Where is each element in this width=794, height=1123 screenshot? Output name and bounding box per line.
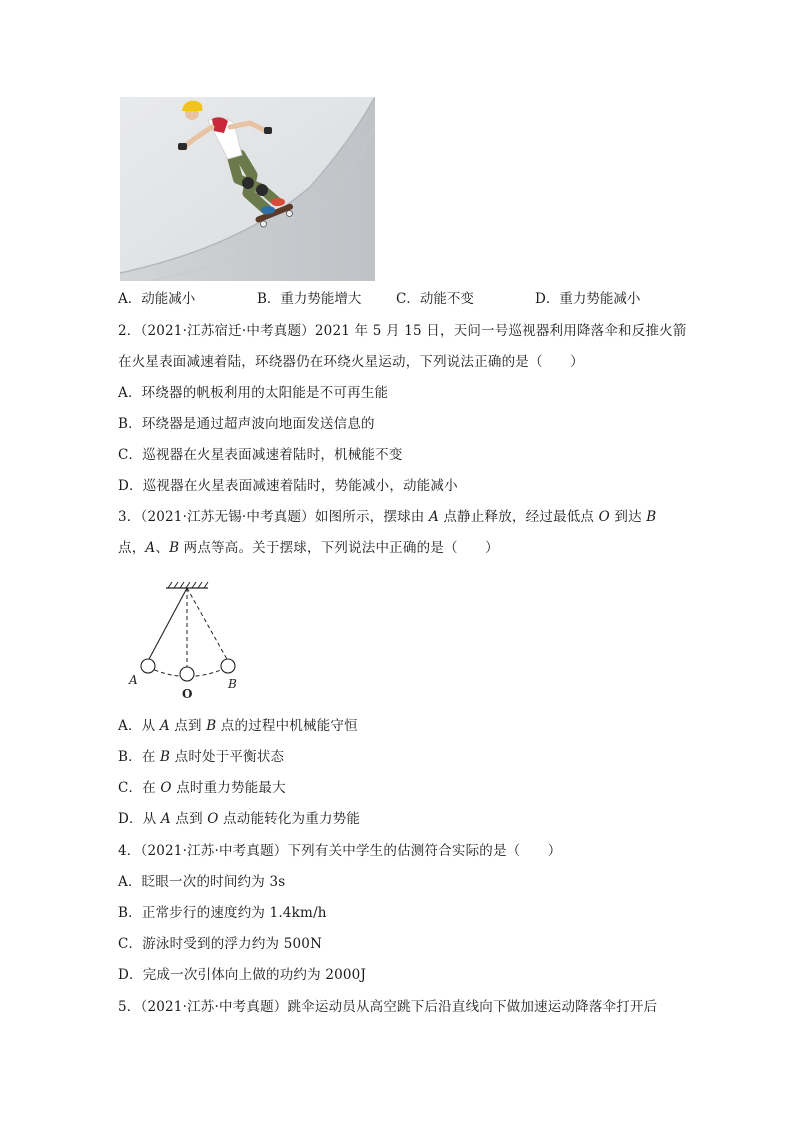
q3-option-c[interactable] [118,778,286,798]
option-text: 重力势能减小 [559,291,641,307]
text-run: 点时重力势能最大 [171,780,286,796]
option-text: 动能不变 [419,291,474,307]
label-o: O [182,687,193,701]
q3-stem-line-2 [118,538,499,558]
q2-option-b[interactable]: B．环绕器是通过超声波向地面发送信息的 [118,416,375,432]
option-text: 动能减小 [141,291,196,307]
var: B [206,718,217,734]
text-run: 3．（2021·江苏无锡·中考真题）如图所示，摆球由 [118,509,429,525]
q2-option-c[interactable]: C．巡视器在火星表面减速着陆时，机械能不变 [118,447,403,463]
option-letter: C． [396,291,420,307]
var-b: B [169,540,180,556]
var-o: O [598,509,610,525]
option-letter: D． [535,291,560,307]
var: A [160,811,171,827]
q3-option-a[interactable] [118,716,358,736]
var-b: B [646,509,657,525]
var: B [160,749,171,765]
text-run: 点动能转化为重力势能 [218,811,361,827]
q3-option-b[interactable] [118,747,284,767]
skateboarder-photo [120,97,375,281]
text-run: 到达 [609,509,647,525]
label-b: B [228,677,237,691]
text-run: 点到 [170,811,208,827]
q1-option-a[interactable] [118,289,195,309]
var: A [159,718,170,734]
q2-option-d[interactable]: D．巡视器在火星表面减速着陆时，势能减小，动能减小 [118,478,458,494]
q2-stem-line-2: 在火星表面减速着陆，环绕器仍在环绕火星运动，下列说法正确的是（ ） [118,354,584,370]
var: O [207,811,219,827]
text-run: C．在 [118,780,161,796]
var: O [160,780,172,796]
q4-option-c[interactable]: C．游泳时受到的浮力约为 500N [118,936,323,952]
q1-option-c[interactable] [396,289,474,309]
pendulum-diagram [124,578,254,702]
q5-stem-line-1: 5．（2021·江苏·中考真题）跳伞运动员从高空跳下后沿直线向下做加速运动降落伞打开后 [118,999,658,1015]
q4-option-a[interactable]: A．眨眼一次的时间约为 3s [118,874,286,890]
q1-option-b[interactable] [257,289,361,309]
q4-option-d[interactable]: D．完成一次引体向上做的功约为 2000J [118,967,367,983]
text-run: 点静止释放，经过最低点 [438,509,599,525]
text-run: 点时处于平衡状态 [170,749,285,765]
text-run: B．在 [118,749,161,765]
pendulum-figure [124,578,254,702]
q2-stem-line-1: 2．（2021·江苏宿迁·中考真题）2021 年 5 月 15 日，天问一号巡视器利用降落伞和反推火箭 [118,323,687,339]
var-a: A [145,540,156,556]
text-run: 两点等高。关于摆球，下列说法中正确的是（ ） [179,540,499,556]
text-run: D．从 [118,811,161,827]
text-run: 、 [155,540,170,556]
text-run: 点， [118,540,146,556]
q2-option-a[interactable]: A．环绕器的帆板利用的太阳能是不可再生能 [118,385,389,401]
skateboarder-illustration [120,97,375,281]
q4-option-b[interactable]: B．正常步行的速度约为 1.4km/h [118,905,327,921]
text-run: A．从 [118,718,160,734]
text-run: 点到 [169,718,207,734]
q4-stem: 4．（2021·江苏·中考真题）下列有关中学生的估测符合实际的是（ ） [118,843,562,859]
var-a: A [428,509,439,525]
option-letter: B． [257,291,281,307]
label-a: A [129,673,138,687]
option-text: 重力势能增大 [280,291,362,307]
q3-stem-line-1 [118,507,656,527]
q3-option-d[interactable] [118,809,360,829]
text-run: 点的过程中机械能守恒 [216,718,358,734]
q1-option-d[interactable] [535,289,640,309]
option-letter: A． [118,291,142,307]
